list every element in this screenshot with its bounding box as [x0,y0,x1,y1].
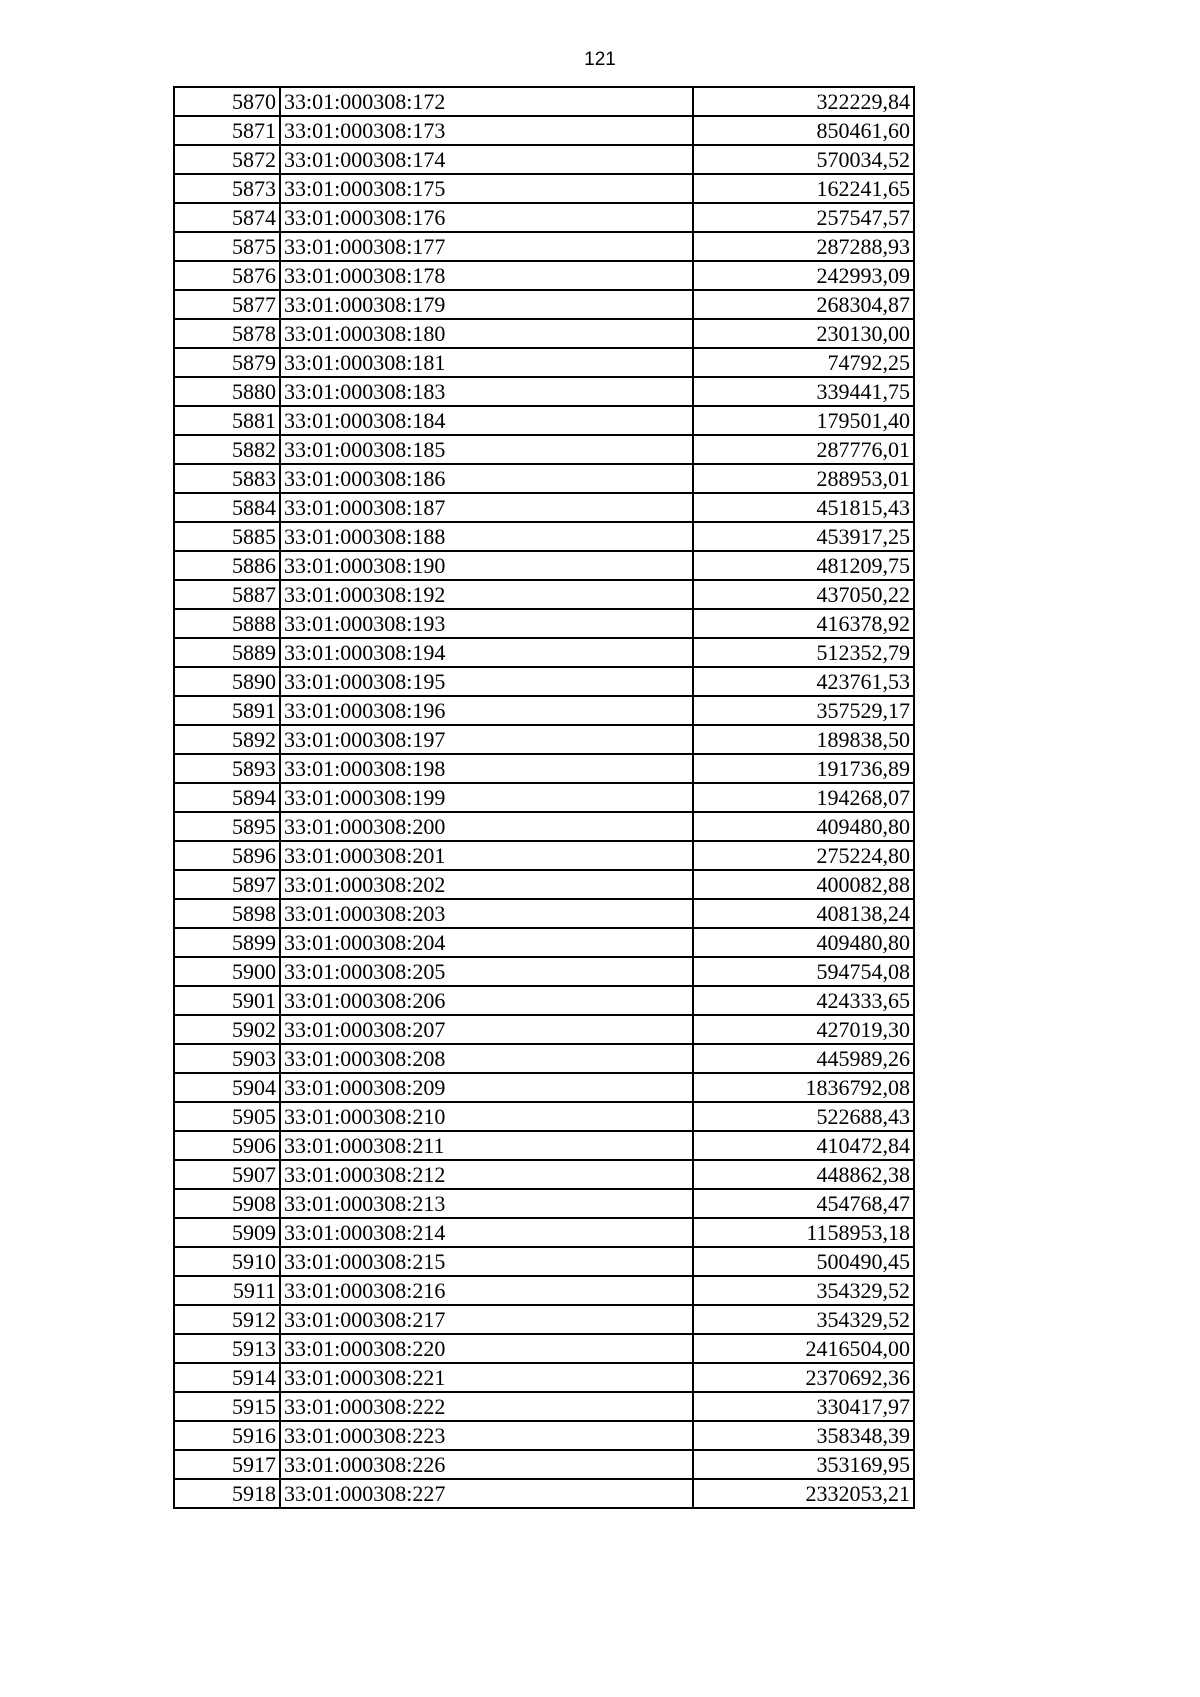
table-row [174,609,914,638]
row-number-cell: 5908 [174,1189,280,1218]
cadastral-value-cell: 74792,25 [693,348,914,377]
cadastral-value-cell: 424333,65 [693,986,914,1015]
cadastral-number-cell: 33:01:000308:178 [280,261,693,290]
row-number-cell: 5878 [174,319,280,348]
cadastral-value-cell: 409480,80 [693,928,914,957]
row-number-cell: 5882 [174,435,280,464]
cadastral-value-cell: 322229,84 [693,87,914,116]
table-row [174,957,914,986]
cadastral-value-cell: 2416504,00 [693,1334,914,1363]
table-row [174,1392,914,1421]
table-row [174,696,914,725]
cadastral-number-cell: 33:01:000308:194 [280,638,693,667]
cadastral-number-cell: 33:01:000308:192 [280,580,693,609]
row-number-cell: 5898 [174,899,280,928]
cadastral-number-cell: 33:01:000308:176 [280,203,693,232]
cadastral-value-cell: 358348,39 [693,1421,914,1450]
cadastral-value-cell: 427019,30 [693,1015,914,1044]
cadastral-number-cell: 33:01:000308:186 [280,464,693,493]
cadastral-number-cell: 33:01:000308:215 [280,1247,693,1276]
cadastral-number-cell: 33:01:000308:207 [280,1015,693,1044]
table-row [174,1015,914,1044]
table-row [174,812,914,841]
table-row [174,580,914,609]
table-row [174,1073,914,1102]
row-number-cell: 5886 [174,551,280,580]
row-number-cell: 5872 [174,145,280,174]
row-number-cell: 5891 [174,696,280,725]
cadastral-value-cell: 408138,24 [693,899,914,928]
row-number-cell: 5896 [174,841,280,870]
row-number-cell: 5904 [174,1073,280,1102]
cadastral-number-cell: 33:01:000308:172 [280,87,693,116]
cadastral-value-cell: 191736,89 [693,754,914,783]
cadastral-value-cell: 570034,52 [693,145,914,174]
table-row [174,203,914,232]
cadastral-value-cell: 416378,92 [693,609,914,638]
row-number-cell: 5907 [174,1160,280,1189]
table-row [174,1189,914,1218]
row-number-cell: 5880 [174,377,280,406]
cadastral-value-cell: 451815,43 [693,493,914,522]
cadastral-value-cell: 423761,53 [693,667,914,696]
cadastral-number-cell: 33:01:000308:203 [280,899,693,928]
cadastral-value-cell: 179501,40 [693,406,914,435]
cadastral-number-cell: 33:01:000308:196 [280,696,693,725]
cadastral-number-cell: 33:01:000308:174 [280,145,693,174]
row-number-cell: 5883 [174,464,280,493]
row-number-cell: 5881 [174,406,280,435]
table-row [174,899,914,928]
cadastral-value-table [173,86,915,1509]
table-row [174,87,914,116]
row-number-cell: 5915 [174,1392,280,1421]
cadastral-value-cell: 330417,97 [693,1392,914,1421]
table-row [174,1218,914,1247]
cadastral-number-cell: 33:01:000308:226 [280,1450,693,1479]
cadastral-number-cell: 33:01:000308:199 [280,783,693,812]
cadastral-value-cell: 448862,38 [693,1160,914,1189]
cadastral-value-cell: 1158953,18 [693,1218,914,1247]
cadastral-value-cell: 481209,75 [693,551,914,580]
cadastral-number-cell: 33:01:000308:210 [280,1102,693,1131]
row-number-cell: 5905 [174,1102,280,1131]
cadastral-number-cell: 33:01:000308:188 [280,522,693,551]
cadastral-value-cell: 354329,52 [693,1305,914,1334]
table-row [174,1247,914,1276]
table-row [174,1421,914,1450]
cadastral-value-cell: 357529,17 [693,696,914,725]
table-row [174,435,914,464]
cadastral-number-cell: 33:01:000308:185 [280,435,693,464]
table-row [174,986,914,1015]
table-row [174,1334,914,1363]
row-number-cell: 5897 [174,870,280,899]
row-number-cell: 5873 [174,174,280,203]
table-row [174,551,914,580]
row-number-cell: 5888 [174,609,280,638]
cadastral-number-cell: 33:01:000308:222 [280,1392,693,1421]
cadastral-value-cell: 445989,26 [693,1044,914,1073]
cadastral-number-cell: 33:01:000308:209 [280,1073,693,1102]
cadastral-number-cell: 33:01:000308:202 [280,870,693,899]
row-number-cell: 5889 [174,638,280,667]
table-row [174,1363,914,1392]
table-row [174,1044,914,1073]
cadastral-number-cell: 33:01:000308:177 [280,232,693,261]
row-number-cell: 5890 [174,667,280,696]
table-row [174,783,914,812]
row-number-cell: 5884 [174,493,280,522]
cadastral-value-cell: 594754,08 [693,957,914,986]
cadastral-value-cell: 275224,80 [693,841,914,870]
table-row [174,493,914,522]
cadastral-value-cell: 162241,65 [693,174,914,203]
cadastral-number-cell: 33:01:000308:193 [280,609,693,638]
cadastral-value-cell: 230130,00 [693,319,914,348]
row-number-cell: 5879 [174,348,280,377]
cadastral-value-cell: 288953,01 [693,464,914,493]
cadastral-number-cell: 33:01:000308:175 [280,174,693,203]
row-number-cell: 5892 [174,725,280,754]
table-row [174,870,914,899]
table-row [174,174,914,203]
cadastral-number-cell: 33:01:000308:216 [280,1276,693,1305]
row-number-cell: 5876 [174,261,280,290]
table-row [174,1276,914,1305]
table-row [174,1450,914,1479]
table-body [174,87,914,1508]
cadastral-number-cell: 33:01:000308:217 [280,1305,693,1334]
cadastral-number-cell: 33:01:000308:180 [280,319,693,348]
table-row [174,145,914,174]
cadastral-number-cell: 33:01:000308:201 [280,841,693,870]
row-number-cell: 5894 [174,783,280,812]
cadastral-number-cell: 33:01:000308:179 [280,290,693,319]
cadastral-value-cell: 194268,07 [693,783,914,812]
table-row [174,1305,914,1334]
cadastral-value-cell: 850461,60 [693,116,914,145]
table-row [174,261,914,290]
cadastral-number-cell: 33:01:000308:212 [280,1160,693,1189]
page-number: 121 [584,49,616,70]
row-number-cell: 5906 [174,1131,280,1160]
row-number-cell: 5909 [174,1218,280,1247]
table-row [174,725,914,754]
row-number-cell: 5877 [174,290,280,319]
cadastral-number-cell: 33:01:000308:220 [280,1334,693,1363]
cadastral-number-cell: 33:01:000308:173 [280,116,693,145]
cadastral-number-cell: 33:01:000308:197 [280,725,693,754]
row-number-cell: 5885 [174,522,280,551]
table-row [174,522,914,551]
row-number-cell: 5912 [174,1305,280,1334]
cadastral-number-cell: 33:01:000308:190 [280,551,693,580]
row-number-cell: 5887 [174,580,280,609]
row-number-cell: 5913 [174,1334,280,1363]
cadastral-value-cell: 268304,87 [693,290,914,319]
row-number-cell: 5918 [174,1479,280,1508]
table-row [174,116,914,145]
cadastral-value-cell: 454768,47 [693,1189,914,1218]
cadastral-value-cell: 287288,93 [693,232,914,261]
cadastral-value-cell: 354329,52 [693,1276,914,1305]
row-number-cell: 5901 [174,986,280,1015]
cadastral-value-cell: 437050,22 [693,580,914,609]
table-row [174,319,914,348]
cadastral-number-cell: 33:01:000308:223 [280,1421,693,1450]
cadastral-number-cell: 33:01:000308:183 [280,377,693,406]
cadastral-number-cell: 33:01:000308:227 [280,1479,693,1508]
cadastral-number-cell: 33:01:000308:213 [280,1189,693,1218]
table-row [174,1479,914,1508]
table-row [174,928,914,957]
cadastral-value-cell: 1836792,08 [693,1073,914,1102]
cadastral-value-cell: 400082,88 [693,870,914,899]
cadastral-value-cell: 353169,95 [693,1450,914,1479]
cadastral-value-cell: 522688,43 [693,1102,914,1131]
row-number-cell: 5900 [174,957,280,986]
cadastral-value-cell: 512352,79 [693,638,914,667]
table-row [174,290,914,319]
table-row [174,754,914,783]
cadastral-number-cell: 33:01:000308:221 [280,1363,693,1392]
row-number-cell: 5899 [174,928,280,957]
row-number-cell: 5914 [174,1363,280,1392]
row-number-cell: 5895 [174,812,280,841]
table-row [174,1160,914,1189]
row-number-cell: 5871 [174,116,280,145]
row-number-cell: 5875 [174,232,280,261]
cadastral-number-cell: 33:01:000308:200 [280,812,693,841]
row-number-cell: 5911 [174,1276,280,1305]
cadastral-number-cell: 33:01:000308:181 [280,348,693,377]
cadastral-value-cell: 2332053,21 [693,1479,914,1508]
table-row [174,464,914,493]
cadastral-value-cell: 409480,80 [693,812,914,841]
row-number-cell: 5893 [174,754,280,783]
row-number-cell: 5874 [174,203,280,232]
table-row [174,406,914,435]
row-number-cell: 5903 [174,1044,280,1073]
cadastral-number-cell: 33:01:000308:208 [280,1044,693,1073]
cadastral-value-cell: 453917,25 [693,522,914,551]
cadastral-value-cell: 257547,57 [693,203,914,232]
cadastral-number-cell: 33:01:000308:204 [280,928,693,957]
row-number-cell: 5870 [174,87,280,116]
cadastral-number-cell: 33:01:000308:195 [280,667,693,696]
cadastral-value-cell: 189838,50 [693,725,914,754]
table-row [174,667,914,696]
cadastral-number-cell: 33:01:000308:205 [280,957,693,986]
row-number-cell: 5902 [174,1015,280,1044]
table-row [174,1131,914,1160]
cadastral-value-cell: 242993,09 [693,261,914,290]
table-row [174,377,914,406]
cadastral-value-cell: 287776,01 [693,435,914,464]
cadastral-value-cell: 410472,84 [693,1131,914,1160]
cadastral-number-cell: 33:01:000308:214 [280,1218,693,1247]
table-row [174,348,914,377]
row-number-cell: 5917 [174,1450,280,1479]
row-number-cell: 5916 [174,1421,280,1450]
cadastral-number-cell: 33:01:000308:198 [280,754,693,783]
cadastral-number-cell: 33:01:000308:206 [280,986,693,1015]
cadastral-value-cell: 500490,45 [693,1247,914,1276]
table-row [174,841,914,870]
cadastral-number-cell: 33:01:000308:211 [280,1131,693,1160]
cadastral-number-cell: 33:01:000308:184 [280,406,693,435]
cadastral-value-cell: 339441,75 [693,377,914,406]
table-row [174,232,914,261]
cadastral-number-cell: 33:01:000308:187 [280,493,693,522]
cadastral-value-cell: 2370692,36 [693,1363,914,1392]
table-row [174,638,914,667]
table-row [174,1102,914,1131]
row-number-cell: 5910 [174,1247,280,1276]
